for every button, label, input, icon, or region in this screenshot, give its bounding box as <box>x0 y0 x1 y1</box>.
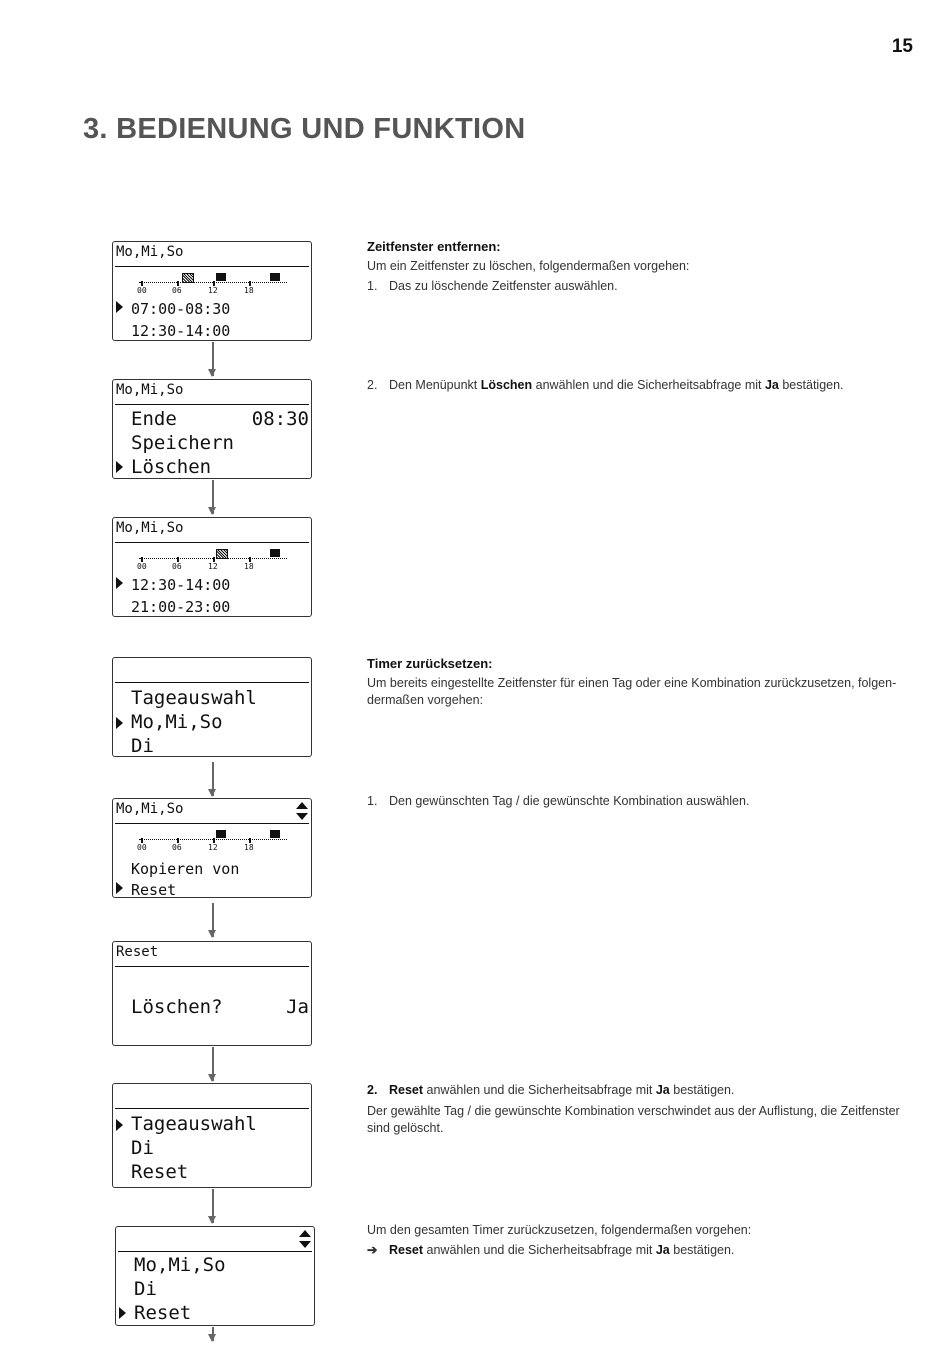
time-window-selected <box>182 273 194 283</box>
selection-cursor-icon <box>116 717 123 729</box>
section-intro: Um den gesamten Timer zurückzusetzen, folgendermaßen vorgehen: <box>367 1223 752 1237</box>
step-2 <box>367 377 917 394</box>
confirm-yes-option[interactable]: Ja <box>286 996 309 1018</box>
keyword-yes: Ja <box>655 1243 670 1257</box>
step-number: 1. <box>367 794 378 808</box>
section-intro: Um ein Zeitfenster zu löschen, folgendermaßen vorgehen: <box>367 259 690 273</box>
menu-item[interactable]: 21:00-23:00 <box>131 598 231 616</box>
scroll-arrows-icon <box>299 1230 311 1248</box>
step-text: anwählen und die Sicherheitsabfrage mit <box>426 1243 653 1257</box>
menu-item[interactable]: 12:30-14:00 <box>131 322 231 340</box>
timeline <box>139 272 287 298</box>
header-divider <box>115 1108 309 1109</box>
selection-cursor-icon <box>119 1307 126 1319</box>
step-text: anwählen und die Sicherheitsabfrage mit <box>426 1083 653 1097</box>
display-day-selection <box>112 657 312 757</box>
menu-item-delete[interactable]: Löschen <box>131 456 212 478</box>
display-day-list-after-reset <box>112 1083 312 1188</box>
section-intro: Um bereits eingestellte Zeitfenster für einen Tag oder eine Kombination zurückzusetzen, folgen- <box>367 676 897 690</box>
section-reset-timer <box>367 655 917 709</box>
section-reset-whole-timer <box>367 1222 917 1259</box>
tick-label: 00 <box>137 843 147 852</box>
keyword-yes: Ja <box>655 1083 670 1097</box>
flow-arrow-icon <box>212 480 214 514</box>
step-text: Den Menüpunkt <box>389 378 478 392</box>
display-select-time-window <box>112 241 312 341</box>
tick-label: 00 <box>137 286 147 295</box>
time-window <box>270 830 280 838</box>
selection-cursor-icon <box>116 882 123 894</box>
result-note: sind gelöscht. <box>367 1121 444 1135</box>
tick-label: 12 <box>208 843 218 852</box>
time-window <box>270 273 280 281</box>
menu-item-end[interactable]: Ende <box>131 408 177 430</box>
arrow-right-icon: ➔ <box>367 1243 378 1257</box>
display-timer-reset <box>115 1226 315 1326</box>
time-window <box>216 273 226 281</box>
flow-arrow-icon <box>212 1047 214 1081</box>
step-text: Den gewünschten Tag / die gewünschte Kombination auswählen. <box>389 794 750 808</box>
header-divider <box>115 682 309 683</box>
flow-arrow-icon <box>212 1189 214 1223</box>
tick-label: 18 <box>244 286 254 295</box>
menu-item-save[interactable]: Speichern <box>131 432 234 454</box>
header-divider <box>115 542 309 543</box>
header-divider <box>118 1251 312 1252</box>
menu-item-combination[interactable]: Mo,Mi,So <box>134 1254 226 1276</box>
selection-cursor-icon <box>116 461 123 473</box>
tick-label: 06 <box>172 562 182 571</box>
menu-item-reset[interactable]: Reset <box>131 881 177 899</box>
section-reset-step-2 <box>367 1082 917 1137</box>
display-combination-menu <box>112 798 312 898</box>
display-delete-menu <box>112 379 312 479</box>
page-title: 3. BEDIENUNG UND FUNKTION <box>83 113 526 145</box>
menu-item-reset[interactable]: Reset <box>134 1302 192 1324</box>
step-number: 2. <box>367 378 378 392</box>
end-time-value: 08:30 <box>251 408 309 430</box>
menu-item-day-selection[interactable]: Tageauswahl <box>131 1113 257 1135</box>
keyword-yes: Ja <box>764 378 779 392</box>
menu-item-combination[interactable]: Mo,Mi,So <box>131 711 223 733</box>
tick-label: 12 <box>208 286 218 295</box>
step-1 <box>367 278 917 295</box>
time-window <box>270 549 280 557</box>
header-divider <box>115 966 309 967</box>
section-step-2 <box>367 377 917 394</box>
step-text: bestätigen. <box>673 1083 735 1097</box>
tick-label: 00 <box>137 562 147 571</box>
menu-item[interactable]: 07:00-08:30 <box>131 300 231 318</box>
display-reset-confirm <box>112 941 312 1046</box>
step-2 <box>367 1082 917 1099</box>
display-header: Mo,Mi,So <box>116 382 184 398</box>
delete-question: Löschen? <box>131 996 223 1018</box>
selection-cursor-icon <box>116 1119 123 1131</box>
timeline <box>139 829 287 855</box>
tick-label: 18 <box>244 562 254 571</box>
step-text: bestätigen. <box>782 378 844 392</box>
tick-label: 06 <box>172 286 182 295</box>
display-header: Mo,Mi,So <box>116 520 184 536</box>
step-number: 1. <box>367 279 378 293</box>
section-heading: Timer zurücksetzen: <box>367 656 493 671</box>
section-reset-step-1 <box>367 793 917 810</box>
tick-label: 06 <box>172 843 182 852</box>
header-divider <box>115 266 309 267</box>
display-header: Mo,Mi,So <box>116 244 184 260</box>
step-1 <box>367 793 917 810</box>
menu-item[interactable]: 12:30-14:00 <box>131 576 231 594</box>
header-divider <box>115 823 309 824</box>
keyword-reset: Reset <box>389 1243 424 1257</box>
header-divider <box>115 404 309 405</box>
flow-arrow-icon <box>212 1327 214 1341</box>
time-window-selected <box>216 549 228 559</box>
scroll-arrows-icon <box>296 802 308 820</box>
flow-arrow-icon <box>212 762 214 796</box>
step-number: 2. <box>367 1083 378 1097</box>
menu-item-reset[interactable]: Reset <box>131 1161 189 1183</box>
menu-item-day[interactable]: Di <box>134 1278 157 1300</box>
tick-label: 12 <box>208 562 218 571</box>
instruction <box>367 1242 917 1259</box>
result-note: Der gewählte Tag / die gewünschte Kombination verschwindet aus der Auflistung, die Zeitfenster <box>367 1104 900 1118</box>
step-text: Das zu löschende Zeitfenster auswählen. <box>389 279 618 293</box>
display-header: Mo,Mi,So <box>116 801 184 817</box>
flow-arrow-icon <box>212 342 214 376</box>
selection-cursor-icon <box>116 577 123 589</box>
section-heading: Zeitfenster entfernen: <box>367 239 501 254</box>
section-remove-time-window <box>367 238 917 295</box>
timeline <box>139 548 287 574</box>
keyword-delete: Löschen <box>480 378 533 392</box>
page-number: 15 <box>891 36 913 57</box>
tick-label: 18 <box>244 843 254 852</box>
menu-item-day[interactable]: Di <box>131 1137 154 1159</box>
menu-item-day[interactable]: Di <box>131 735 154 757</box>
step-text: bestätigen. <box>673 1243 735 1257</box>
menu-item-day-selection[interactable]: Tageauswahl <box>131 687 257 709</box>
menu-item-copy-from[interactable]: Kopieren von <box>131 860 240 878</box>
selection-cursor-icon <box>116 301 123 313</box>
step-text: anwählen und die Sicherheitsabfrage mit <box>535 378 762 392</box>
keyword-reset: Reset <box>389 1083 424 1097</box>
display-time-window-removed <box>112 517 312 617</box>
flow-arrow-icon <box>212 903 214 937</box>
display-header: Reset <box>116 944 159 960</box>
section-intro: dermaßen vorgehen: <box>367 693 484 707</box>
time-window <box>216 830 226 838</box>
